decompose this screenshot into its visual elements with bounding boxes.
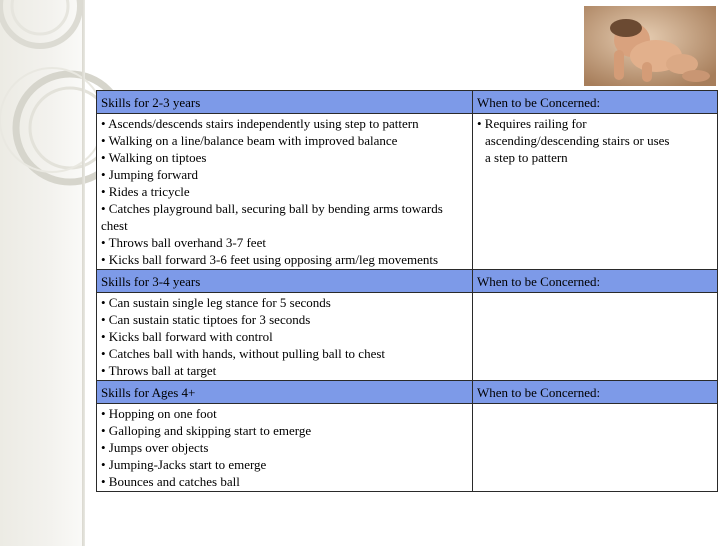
skill-item: • Jumping forward: [101, 167, 198, 182]
concern-header: When to be Concerned:: [473, 381, 718, 404]
skill-item: • Can sustain static tiptoes for 3 seconds: [101, 312, 311, 327]
skill-item: • Jumping-Jacks start to emerge: [101, 457, 267, 472]
concern-list: [473, 404, 718, 492]
skill-item: • Galloping and skipping start to emerge: [101, 423, 312, 438]
skill-item: • Throws ball at target: [101, 363, 217, 378]
skills-list: [97, 404, 473, 492]
concern-item: • Requires railing for: [477, 116, 587, 131]
skills-header: Skills for Ages 4+: [97, 381, 473, 404]
skill-item: • Rides a tricycle: [101, 184, 190, 199]
section-body-row: [97, 404, 718, 492]
section-header-row: [97, 270, 718, 293]
skills-list: [97, 293, 473, 381]
concern-list: [473, 114, 718, 270]
skill-item: • Walking on a line/balance beam with improved balance: [101, 133, 398, 148]
concern-header: When to be Concerned:: [473, 91, 718, 114]
skills-list: [97, 114, 473, 270]
skill-item: • Jumps over objects: [101, 440, 209, 455]
skill-item: • Hopping on one foot: [101, 406, 217, 421]
skill-item: • Catches playground ball, securing ball by bending arms towards chest: [101, 201, 443, 233]
skills-header: Skills for 2-3 years: [97, 91, 473, 114]
skill-item: • Ascends/descends stairs independently using step to pattern: [101, 116, 419, 131]
skill-item: • Kicks ball forward 3-6 feet using opposing arm/leg movements: [101, 252, 439, 267]
concern-header: When to be Concerned:: [473, 270, 718, 293]
concern-list: [473, 293, 718, 381]
skill-item: • Throws ball overhand 3-7 feet: [101, 235, 266, 250]
section-body-row: [97, 293, 718, 381]
section-header-row: [97, 91, 718, 114]
section-header-row: [97, 381, 718, 404]
skill-item: • Bounces and catches ball: [101, 474, 240, 489]
skill-item: • Can sustain single leg stance for 5 seconds: [101, 295, 331, 310]
skill-item: • Kicks ball forward with control: [101, 329, 273, 344]
skill-item: • Walking on tiptoes: [101, 150, 207, 165]
left-divider-line: [82, 0, 85, 546]
concern-item: a step to pattern: [485, 150, 568, 165]
crawling-baby-photo: [584, 6, 716, 86]
motor-skills-table: [96, 90, 718, 492]
section-body-row: [97, 114, 718, 270]
skills-header: Skills for 3-4 years: [97, 270, 473, 293]
concern-item: ascending/descending stairs or uses: [485, 133, 670, 148]
skill-item: • Catches ball with hands, without pulling ball to chest: [101, 346, 386, 361]
